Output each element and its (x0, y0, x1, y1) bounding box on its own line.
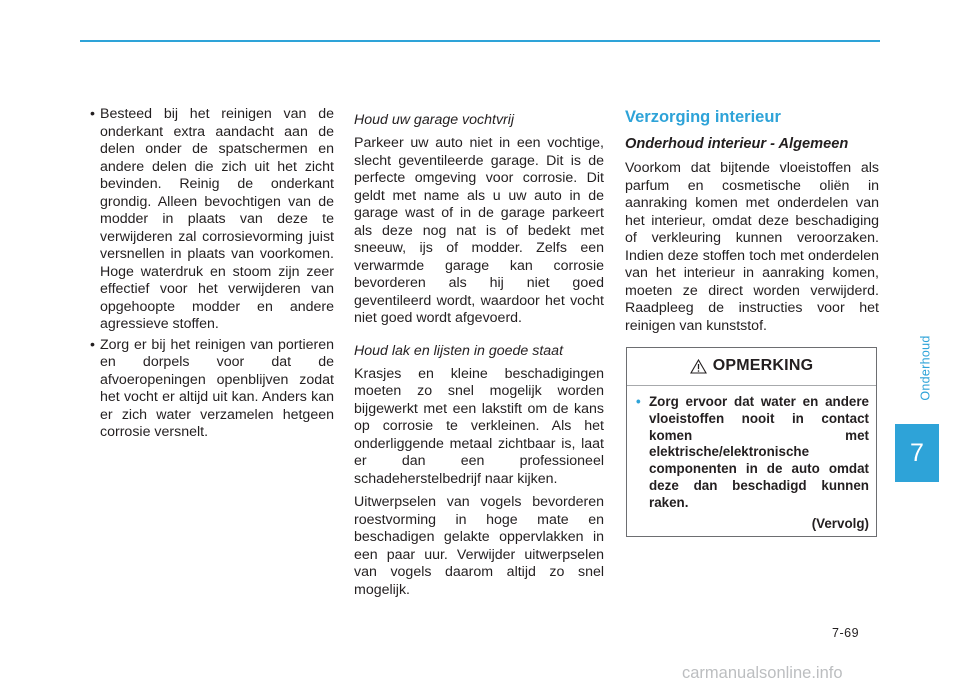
bullet-item-doors: • Zorg er bij het reinigen van portieren en dorpels voor dat de afvoeropeningen openblijven zodat het vocht er altijd uit kan. Anders kan er zich water verzamelen hetgeen corrosie versnelt. (90, 337, 334, 442)
chapter-name: Onderhoud (919, 335, 933, 401)
notice-item (636, 394, 869, 512)
header-rule (80, 40, 880, 42)
notice-content (636, 394, 869, 531)
column-3 (625, 107, 879, 335)
bullet-item-underside: • Besteed bij het reinigen van de onderkant extra aandacht aan de delen onder de spatschermen en andere delen die zich uit het zicht bevinden. Reinig de onderkant grondig. Alleen bevochtigen van de modder in plaats van deze te verwijderen zal corrosievorming juist versnellen in plaats van voorkomen. Hoge waterdruk en stoom zijn zeer effectief voor het verwijderen van opgehoopte modder en andere agressieve stoffen. (90, 106, 334, 334)
page-number: 7-69 (832, 626, 860, 640)
column-1 (90, 106, 334, 445)
warning-triangle-icon (690, 359, 707, 374)
notice-box (626, 347, 877, 537)
garage-heading: Houd uw garage vochtvrij (354, 112, 515, 128)
interior-paragraph: Voorkom dat bijtende vloeistoffen als parfum en cosmetische oliën in aanraking komen met onderdelen van het interieur, omdat deze beschadiging of verkleuring kunnen veroorzaken. Indien deze stoffen toch met onderdelen van het interieur in aanraking komen, moeten ze direct worden verwijderd. Raadpleeg de instructies voor het reinigen van kunststof. (625, 160, 879, 334)
section-heading: Verzorging interieur (625, 108, 781, 126)
notice-divider (627, 385, 876, 386)
notice-title: OPMERKING (712, 357, 814, 374)
notice-item-text: Zorg ervoor dat water en andere vloeistoffen nooit in contact komen met elektrische/elektronische componenten in de auto omdat deze dan beschadigd kunnen raken. (649, 394, 869, 510)
bullet-dot-icon: • (636, 394, 641, 409)
interior-subheading: Onderhoud interieur - Algemeen (625, 136, 849, 152)
garage-paragraph: Parkeer uw auto niet in een vochtige, slecht geventileerde garage. Dit is de perfecte omgeving voor corrosie. Dit geldt met name als u uw auto in de garage wast of in de garage parkeert als deze nog nat is of bedekt met sneeuw, ijs of modder. Zelfs een verwarmde garage kan corrosie bevorderen als hij niet goed geventileerd wordt, waardoor het vocht niet goed wordt afgevoerd. (354, 135, 604, 326)
continued-label: (Vervolg) (811, 515, 869, 531)
notice-header (627, 348, 876, 384)
chapter-number-tab: 7 (895, 424, 939, 482)
paint-heading: Houd lak en lijsten in goede staat (354, 342, 564, 359)
paint-paragraph-1: Krasjes en kleine beschadigingen moeten zo snel mogelijk worden bijgewerkt met een lakstift om de kans op corrosie te verkleinen. Als het onderliggende metaal zichtbaar is, laat er dan een professioneel schadeherstelbedrijf naar kijken. (354, 365, 604, 487)
watermark: carmanualsonline.info (682, 664, 843, 682)
paint-paragraph-2: Uitwerpselen van vogels bevorderen roestvorming in hoge mate en beschadigen gelakte oppervlakken in een paar uur. Verwijder uitwerpselen van vogels daarom altijd zo snel mogelijk. (354, 494, 604, 598)
column-2 (354, 111, 604, 599)
chapter-side-label (892, 325, 960, 411)
bullet-list (90, 106, 334, 442)
